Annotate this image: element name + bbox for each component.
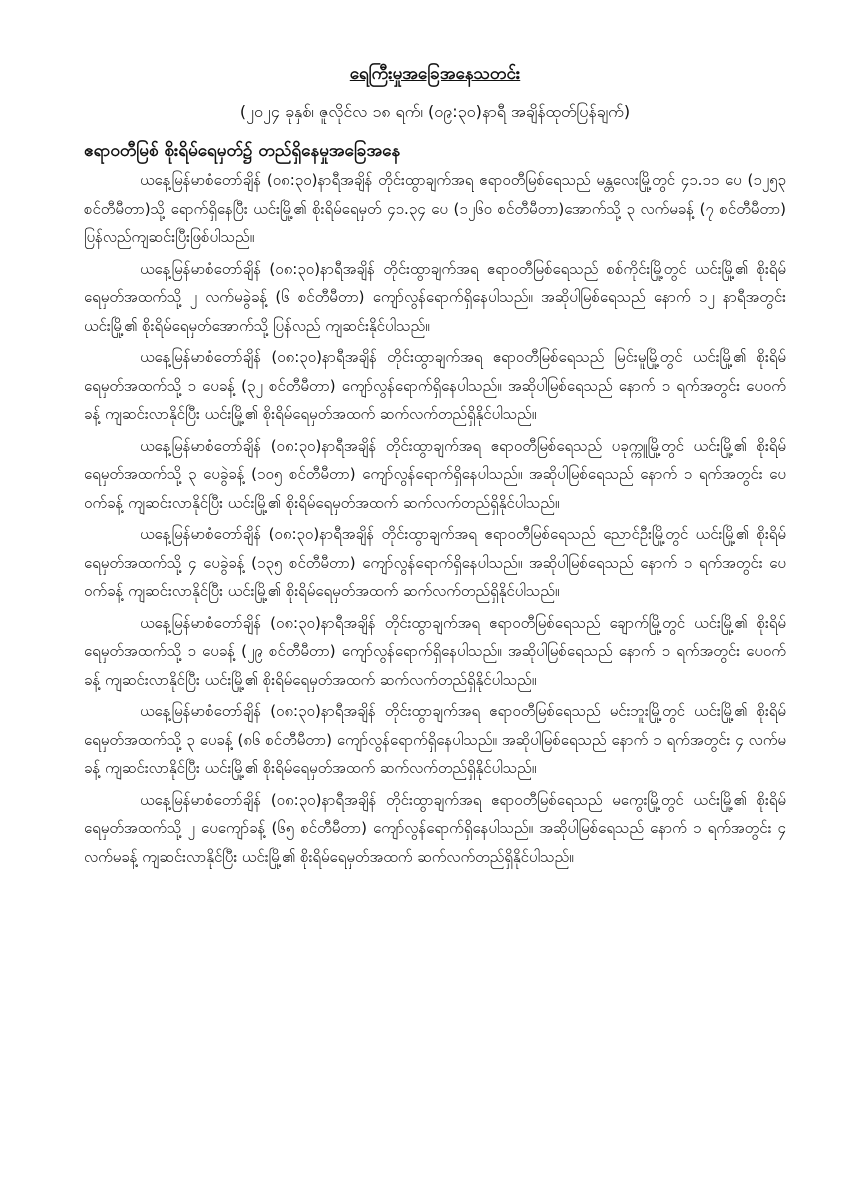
paragraph-mandalay: ယနေ့မြန်မာစံတော်ချိန် (၀၈:၃၀)နာရီအချိန် တိုင်းထွာချက်အရ ဧရာဝတီမြစ်ရေသည် မန္တလေးမြို့တွင် ၄၁.၁၁ ပေ (၁၂၅၃ စင်တီမီတာ)သို့ ရောက်ရှိနေပြီး ယင်းမြို့၏ စိုးရိမ်ရေမှတ် ၄၁.၃၄ ပေ (၁၂၆၀ စင်တီမီတာ)အောက်သို့ ၃ လက်မခန့် (၇ စင်တီမီတာ) ပြန်လည်ကျဆင်းပြီးဖြစ်ပါသည်။ [84, 171, 786, 246]
paragraph-pakokku: ယနေ့မြန်မာစံတော်ချိန် (၀၈:၃၀)နာရီအချိန် တိုင်းထွာချက်အရ ဧရာဝတီမြစ်ရေသည် ပခုက္ကူမြို့တွင် ယင်းမြို့၏ စိုးရိမ်ရေမှတ်အထက်သို့ ၃ ပေခွဲခန့် (၁၀၅ စင်တီမီတာ) ကျော်လွန်ရောက်ရှိနေပါသည်။ အဆိုပါမြစ်ရေသည် နောက် ၁ ရက်အတွင်း ပေဝက်ခန့် ကျဆင်းလာနိုင်ပြီး ယင်းမြို့၏ စိုးရိမ်ရေမှတ်အထက် ဆက်လက်တည်ရှိနိုင်ပါသည်။ [84, 436, 786, 512]
paragraph-sagaing: ယနေ့မြန်မာစံတော်ချိန် (၀၈:၃၀)နာရီအချိန် တိုင်းထွာချက်အရ ဧရာဝတီမြစ်ရေသည် စစ်ကိုင်းမြို့တွင် ယင်းမြို့၏ စိုးရိမ်ရေမှတ်အထက်သို့ ၂ လက်မခွဲခန့် (၆ စင်တီမီတာ) ကျော်လွန်ရောက်ရှိနေပါသည်။ အဆိုပါမြစ်ရေသည် နောက် ၁၂ နာရီအတွင်း ယင်းမြို့၏ စိုးရိမ်ရေမှတ်အောက်သို့ ပြန်လည် ကျဆင်းနိုင်ပါသည်။ [84, 259, 786, 335]
paragraph-magway: ယနေ့မြန်မာစံတော်ချိန် (၀၈:၃၀)နာရီအချိန် တိုင်းထွာချက်အရ ဧရာဝတီမြစ်ရေသည် မကွေးမြို့တွင် ယင်းမြို့၏ စိုးရိမ်ရေမှတ်အထက်သို့ ၂ ပေကျော်ခန့် (၆၅ စင်တီမီတာ) ကျော်လွန်ရောက်ရှိနေပါသည်။ အဆိုပါမြစ်ရေသည် နောက် ၁ ရက်အတွင်း ၄ လက်မခန့် ကျဆင်းလာနိုင်ပြီး ယင်းမြို့၏ စိုးရိမ်ရေမှတ်အထက် ဆက်လက်တည်ရှိနိုင်ပါသည်။ [84, 790, 786, 866]
document-subtitle: (၂၀၂၄ ခုနှစ်၊ ဇူလိုင်လ ၁၈ ရက်၊ (၀၉:၃၀)နာရီ အချိန်ထုတ်ပြန်ချက်) [239, 102, 631, 121]
paragraph-myinmu: ယနေ့မြန်မာစံတော်ချိန် (၀၈:၃၀)နာရီအချိန် တိုင်းထွာချက်အရ ဧရာဝတီမြစ်ရေသည် မြင်းမူမြို့တွင် ယင်းမြို့၏ စိုးရိမ်ရေမှတ်အထက်သို့ ၁ ပေခန့် (၃၂ စင်တီမီတာ) ကျော်လွန်ရောက်ရှိနေပါသည်။ အဆိုပါမြစ်ရေသည် နောက် ၁ ရက်အတွင်း ပေဝက်ခန့် ကျဆင်းလာနိုင်ပြီး ယင်းမြို့၏ စိုးရိမ်ရေမှတ်အထက် ဆက်လက်တည်ရှိနိုင်ပါသည်။ [84, 348, 786, 423]
section-heading: ဧရာဝတီမြစ် စိုးရိမ်ရေမှတ်၌ တည်ရှိနေမှုအခြေအနေ [84, 141, 401, 161]
document-page [84, 62, 786, 874]
paragraph-minbu: ယနေ့မြန်မာစံတော်ချိန် (၀၈:၃၀)နာရီအချိန် တိုင်းထွာချက်အရ ဧရာဝတီမြစ်ရေသည် မင်းဘူးမြို့တွင် ယင်းမြို့၏ စိုးရိမ်ရေမှတ်အထက်သို့ ၃ ပေခန့် (၈၆ စင်တီမီတာ) ကျော်လွန်ရောက်ရှိနေပါသည်။ အဆိုပါမြစ်ရေသည် နောက် ၁ ရက်အတွင်း ၄ လက်မခန့် ကျဆင်းလာနိုင်ပြီး ယင်းမြို့၏ စိုးရိမ်ရေမှတ်အထက် ဆက်လက်တည်ရှိနိုင်ပါသည်။ [84, 702, 786, 777]
document-title: ရေကြီးမှုအခြေအနေသတင်း [349, 64, 521, 84]
paragraph-chauk: ယနေ့မြန်မာစံတော်ချိန် (၀၈:၃၀)နာရီအချိန် တိုင်းထွာချက်အရ ဧရာဝတီမြစ်ရေသည် ချောက်မြို့တွင် ယင်းမြို့၏ စိုးရိမ်ရေမှတ်အထက်သို့ ၁ ပေခန့် (၂၉ စင်တီမီတာ) ကျော်လွန်ရောက်ရှိနေပါသည်။ အဆိုပါမြစ်ရေသည် နောက် ၁ ရက်အတွင်း ပေဝက်ခန့် ကျဆင်းလာနိုင်ပြီး ယင်းမြို့၏ စိုးရိမ်ရေမှတ်အထက် ဆက်လက်တည်ရှိနိုင်ပါသည်။ [84, 613, 786, 689]
paragraph-nyaung-u: ယနေ့မြန်မာစံတော်ချိန် (၀၈:၃၀)နာရီအချိန် တိုင်းထွာချက်အရ ဧရာဝတီမြစ်ရေသည် ညောင်ဦးမြို့တွင် ယင်းမြို့၏ စိုးရိမ်ရေမှတ်အထက်သို့ ၄ ပေခွဲခန့် (၁၃၅ စင်တီမီတာ) ကျော်လွန်ရောက်ရှိနေပါသည်။ အဆိုပါမြစ်ရေသည် နောက် ၁ ရက်အတွင်း ပေဝက်ခန့် ကျဆင်းလာနိုင်ပြီး ယင်းမြို့၏ စိုးရိမ်ရေမှတ်အထက် ဆက်လက်တည်ရှိနိုင်ပါသည်။ [84, 525, 786, 600]
